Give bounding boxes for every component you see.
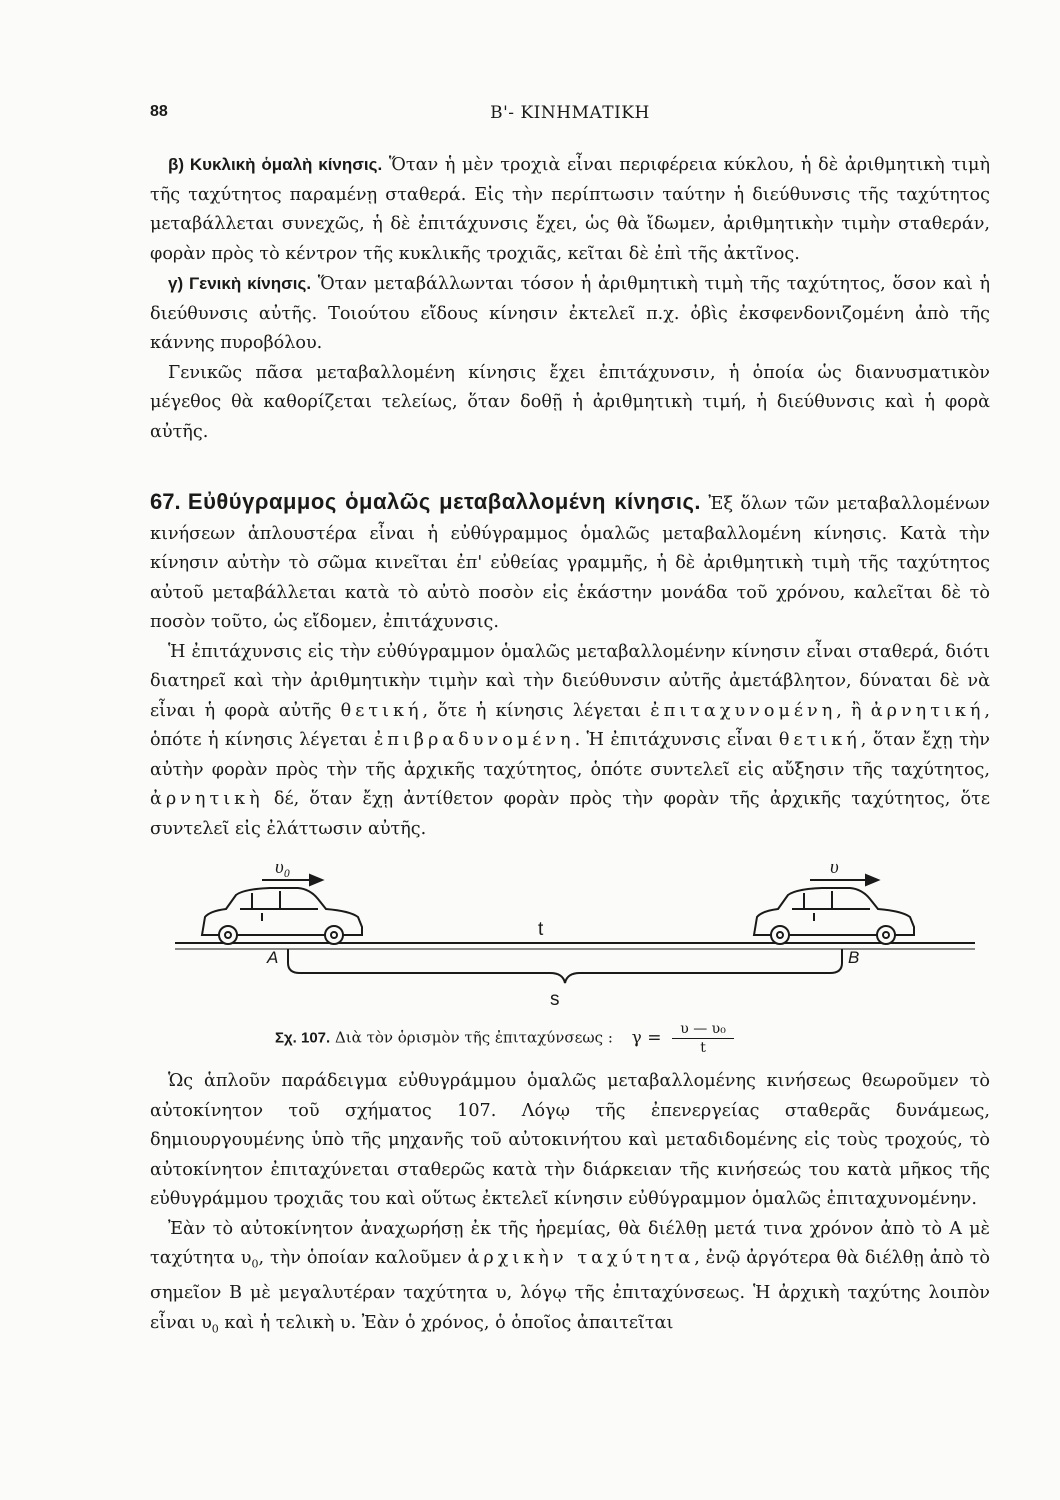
label-b: B — [848, 948, 860, 967]
text-run: καὶ ἡ τελικὴ υ. Ἐὰν ὁ χρόνος, ὁ ὁποῖος ἀπαιτεῖται — [218, 1312, 674, 1333]
paragraph-acceleration-sign — [150, 638, 990, 845]
subscript: 0 — [251, 1257, 259, 1271]
paragraph-initial-velocity — [150, 1215, 990, 1344]
text-run: , ὁπότε ἡ κίνησις λέγεται — [150, 700, 990, 750]
text-run: , ὅτε ἡ κίνησις λέγεται — [422, 700, 651, 721]
text-run: , ὅταν ἔχῃ τὴν αὐτὴν φορὰν πρὸς τὴν τῆς ἀρχικῆς ταχύτητος, ὁπότε συντελεῖ εἰς αὔξησιν τῆς ταχύτητος, — [150, 730, 990, 780]
heading-circular-motion: β) Κυκλικὴ ὁμαλὴ κίνησις. — [168, 155, 383, 174]
subscript: 0 — [211, 1322, 219, 1336]
text-run: , τὴν ὁποίαν καλοῦμεν — [258, 1248, 468, 1268]
label-s: s — [550, 989, 560, 1010]
figure-drawing — [150, 855, 990, 1020]
arrow-v0-head — [310, 875, 322, 885]
paragraph-text: Ὅταν μεταβάλλωνται τόσον ἡ ἀριθμητικὴ τιμὴ τῆς ταχύτητος, ὅσον καὶ ἡ διεύθυνσις αὐτῆς. Τοιούτου εἴδους κίνησιν ἐκτελεῖ π.χ. ὀβὶς ἐκσφενδονιζομένη ἀπὸ τῆς κάννης πυροβόλου. — [150, 274, 990, 353]
formula-fraction — [672, 1020, 734, 1057]
paragraph-general-motion — [150, 269, 990, 359]
figure-caption — [275, 1020, 835, 1060]
text-block-top — [150, 150, 990, 447]
text-run: , ἐνῷ ἀργότερα θὰ διέλθῃ ἀπὸ τὸ σημεῖον Β μὲ μεγαλυτέραν ταχύτητα υ, λόγῳ τῆς ἐπιταχύνσεως. Ἡ ἀρχικὴ ταχύτης λοιπὸν εἶναι υ — [150, 1248, 991, 1333]
page-header — [150, 103, 990, 127]
section-67-intro — [150, 487, 990, 638]
paragraph-circular-motion — [150, 150, 990, 269]
spaced-term: θετική — [778, 730, 861, 750]
caption-text: Διὰ τὸν ὁρισμὸν τῆς ἐπιταχύνσεως : — [334, 1028, 613, 1047]
running-title: Β'- ΚΙΝΗΜΑΤΙΚΗ — [490, 103, 650, 123]
paragraph-text: Ὅταν ἡ μὲν τροχιὰ εἶναι περιφέρεια κύκλου, ἡ δὲ ἀριθμητικὴ τιμὴ τῆς ταχύτητος παραμένῃ σταθερά. Εἰς τὴν περίπτωσιν ταύτην ἡ διεύθυνσις τῆς ταχύτητος μεταβάλλεται συνεχῶς, ἡ δὲ ἐπιτάχυνσις ἔχει, ὡς θὰ ἴδωμεν, ἀριθμητικὴν τιμὴν σταθεράν, φορὰν πρὸς τὸ κέντρον τῆς κυκλικῆς τροχιᾶς, κεῖται δὲ ἐπὶ τῆς ἀκτῖνος. — [150, 155, 991, 264]
text-run: δέ, ὅταν ἔχῃ ἀντίθετον φορὰν πρὸς τὴν φορὰν τῆς ἀρχικῆς ταχύτητος, ὅτε συντελεῖ εἰς ἐλάττωσιν αὐτῆς. — [150, 789, 990, 839]
label-a: A — [267, 948, 279, 967]
label-v: υ — [830, 857, 839, 878]
paragraph-acceleration-general: Γενικῶς πᾶσα μεταβαλλομένη κίνησις ἔχει ἐπιτάχυνσιν, ἡ ὁποία ὡς διανυσματικὸν μέγεθος θὰ καθορίζεται τελείως, ὅταν δοθῇ ἡ ἀριθμητικὴ τιμή, ἡ διεύθυνσις καὶ ἡ φορὰ αὐτῆς. — [150, 362, 990, 442]
distance-brace — [288, 963, 842, 983]
caption-label: Σχ. 107. — [275, 1029, 331, 1047]
paragraph-text: Ἐξ ὅλων τῶν μεταβαλλομένων κινήσεων ἁπλουστέρα εἶναι ἡ εὐθύγραμμος ὁμαλῶς μεταβαλλομένη κίνησις. Κατὰ τὴν κίνησιν αὐτὴν τὸ σῶμα κινεῖται ἐπ' εὐθείας γραμμῆς, ἡ δὲ ἀριθμητικὴ τιμὴ τῆς ταχύτητος αὐτοῦ μεταβάλλεται κατὰ τὸ αὐτὸ ποσὸν εἰς ἑκάστην μονάδα τοῦ χρόνου, καλεῖται δὲ τὸ ποσὸν τοῦτο, ὡς εἴδομεν, ἐπιτάχυνσις. — [150, 494, 991, 632]
spaced-term: ἀρνητική — [870, 700, 985, 721]
text-run: Ἡ ἐπιτάχυνσις εἰς τὴν εὐθύγραμμον ὁμαλῶς μεταβαλλομένην κίνησιν εἶναι σταθερά, διότι διατηρεῖ καὶ τὴν ἀριθμητικὴν τιμὴν καὶ τὴν διεύθυνσιν αὐτῆς ἀμετάβλητον, δύναται δὲ νὰ εἶναι ἡ φορὰ αὐτῆς — [150, 641, 990, 721]
section-title: Εὐθύγραμμος ὁμαλῶς μεταβαλλομένη κίνησις. — [187, 489, 702, 514]
page-number: 88 — [150, 103, 168, 120]
label-t: t — [538, 919, 544, 940]
formula-lhs: γ = — [631, 1027, 662, 1048]
heading-general-motion: γ) Γενικὴ κίνησις. — [168, 274, 312, 293]
text-run: . Ἡ ἐπιτάχυνσις εἶναι — [574, 730, 779, 750]
text-run: , ἢ — [836, 700, 871, 721]
spaced-term: ἀρχικὴν ταχύτητα — [467, 1248, 695, 1268]
section-number: 67. — [150, 489, 181, 514]
arrow-v-head — [866, 875, 878, 885]
label-v0: υ₀ — [275, 857, 291, 878]
text-block-bottom — [150, 1067, 990, 1344]
section-67 — [150, 487, 990, 844]
formula-numerator: υ — υ₀ — [672, 1020, 734, 1039]
spaced-term: ἐπιταχυνομένη — [650, 700, 837, 721]
paragraph-car-example: Ὡς ἁπλοῦν παράδειγμα εὐθυγράμμου ὁμαλῶς μεταβαλλομένης κινήσεως θεωροῦμεν τὸ αὐτοκίνητον τοῦ σχήματος 107. Λόγῳ τῆς ἐπενεργείας σταθερᾶς δυνάμεως, δημιουργουμένης ὑπὸ τῆς μηχανῆς τοῦ αὐτοκινήτου καὶ μεταδιδομένης εἰς τοὺς τροχούς, τὸ αὐτοκίνητον ἐπιταχύνεται σταθερῶς κατὰ τὴν διάρκειαν τῆς κινήσεώς του κατὰ μῆκος τῆς εὐθυγράμμου τροχιᾶς του καὶ οὕτως ἐκτελεῖ κίνησιν εὐθύγραμμον ὁμαλῶς ἐπιταχυνομένην. — [150, 1071, 990, 1209]
text-run: Ἐὰν τὸ αὐτοκίνητον ἀναχωρήσῃ ἐκ τῆς ἠρεμίας, θὰ διέλθῃ μετά τινα χρόνον ἀπὸ τὸ Α μὲ ταχύτητα υ — [150, 1218, 990, 1268]
spaced-term: θετική — [340, 700, 423, 721]
spaced-term: ἀρνητικὴ — [150, 789, 264, 809]
car-b — [754, 888, 914, 944]
formula-denominator: t — [700, 1040, 706, 1056]
spaced-term: ἐπιβραδυνομένη — [373, 730, 575, 750]
car-a — [202, 888, 362, 944]
